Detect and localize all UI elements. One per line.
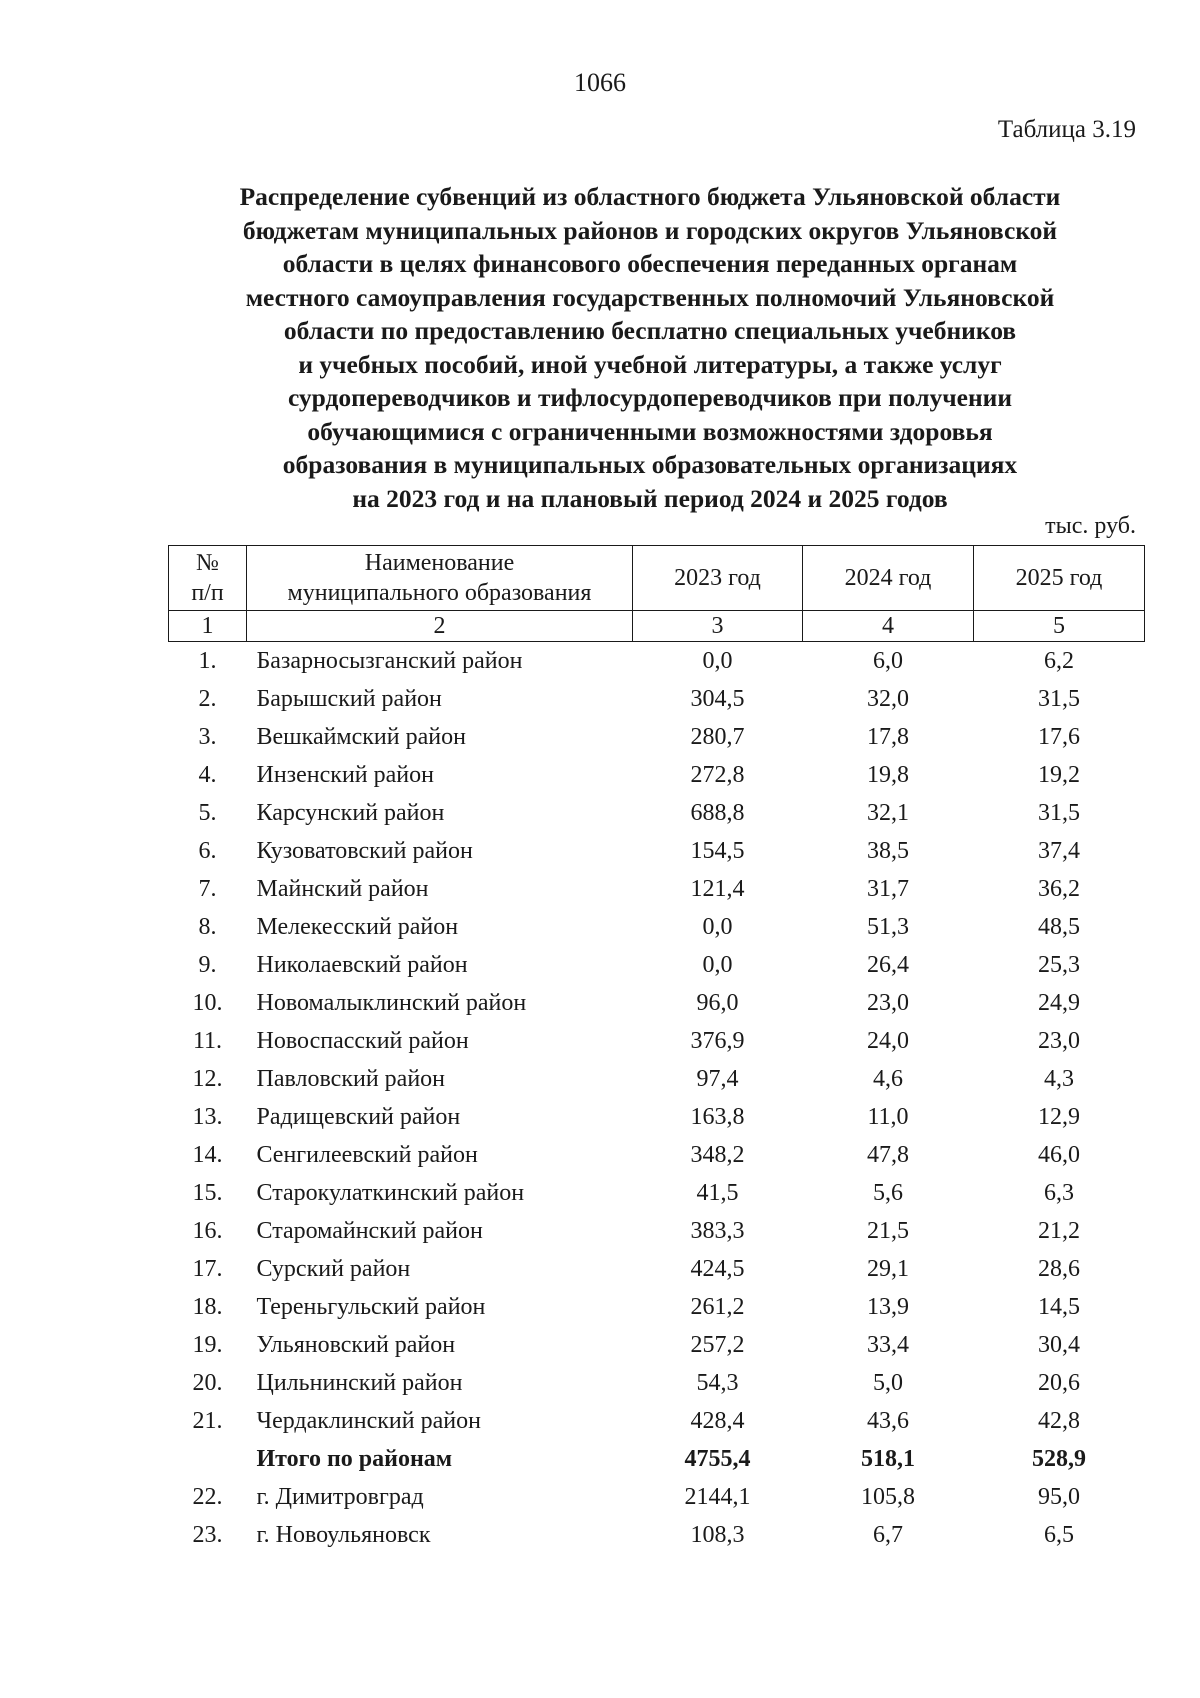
value-2023: 376,9 — [690, 1028, 745, 1054]
value-2025: 14,5 — [1038, 1294, 1080, 1320]
municipality-name: Старокулаткинский район — [256, 1180, 525, 1206]
municipality-name: г. Димитровград — [256, 1484, 424, 1510]
value-2025: 37,4 — [1038, 838, 1080, 864]
table-row — [169, 946, 1145, 984]
value-2023: 383,3 — [690, 1218, 745, 1244]
table-row — [169, 718, 1145, 756]
value-2025: 528,9 — [1032, 1446, 1086, 1472]
municipality-name: Ульяновский район — [256, 1332, 456, 1358]
header-2025: 2025 год — [974, 546, 1145, 611]
row-number: 5. — [198, 800, 217, 826]
header-number — [169, 546, 247, 611]
header-2024: 2024 год — [803, 546, 974, 611]
header-number-line1: № — [196, 550, 219, 576]
row-number: 18. — [192, 1294, 223, 1320]
row-number: 6. — [198, 838, 217, 864]
table-row — [169, 1022, 1145, 1060]
municipality-name: Николаевский район — [256, 952, 468, 978]
value-2025: 24,9 — [1038, 990, 1080, 1016]
value-2024: 51,3 — [867, 914, 909, 940]
municipality-name: Новоспасский район — [256, 1028, 469, 1054]
row-number: 3. — [198, 724, 217, 750]
title-line: бюджетам муниципальных районов и городских округов Ульяновской — [242, 215, 1058, 245]
title-line: местного самоуправления государственных полномочий Ульяновской — [245, 282, 1055, 312]
value-2024: 38,5 — [867, 838, 909, 864]
row-number: 13. — [192, 1104, 223, 1130]
value-2025: 31,5 — [1038, 800, 1080, 826]
municipality-name: Кузоватовский район — [256, 838, 473, 864]
row-number: 8. — [198, 914, 217, 940]
column-number-row — [169, 611, 1145, 642]
value-2023: 2144,1 — [684, 1484, 751, 1510]
table-row — [169, 1326, 1145, 1364]
value-2024: 32,1 — [867, 800, 909, 826]
municipality-name: Барышский район — [256, 686, 442, 712]
row-number: 17. — [192, 1256, 223, 1282]
municipality-name: г. Новоульяновск — [256, 1522, 431, 1548]
municipality-name: Чердаклинский район — [256, 1408, 481, 1434]
value-2023: 261,2 — [690, 1294, 745, 1320]
header-municipality — [247, 546, 633, 611]
row-number: 4. — [198, 762, 217, 788]
row-number: 20. — [192, 1370, 223, 1396]
value-2023: 428,4 — [690, 1408, 745, 1434]
value-2024: 13,9 — [867, 1294, 909, 1320]
value-2024: 5,6 — [873, 1180, 903, 1206]
value-2025: 31,5 — [1038, 686, 1080, 712]
value-2023: 41,5 — [696, 1180, 739, 1206]
value-2024: 32,0 — [867, 686, 909, 712]
value-2023: 154,5 — [690, 838, 745, 864]
value-2024: 33,4 — [867, 1332, 909, 1358]
row-number: 15. — [192, 1180, 223, 1206]
header-2023: 2023 год — [633, 546, 803, 611]
column-number: 4 — [803, 611, 974, 642]
value-2025: 6,2 — [1044, 648, 1074, 674]
value-2024: 6,0 — [873, 648, 903, 674]
table-row — [169, 1288, 1145, 1326]
value-2024: 31,7 — [867, 876, 909, 902]
row-number: 10. — [192, 990, 223, 1016]
value-2023: 54,3 — [696, 1370, 739, 1396]
table-row — [169, 680, 1145, 718]
table-row — [169, 1478, 1145, 1516]
municipality-name: Новомалыклинский район — [256, 990, 527, 1016]
value-2023: 304,5 — [690, 686, 745, 712]
title-line: области по предоставлению бесплатно специальных учебников — [283, 316, 1017, 345]
column-number: 5 — [974, 611, 1145, 642]
row-number: 22. — [192, 1484, 223, 1510]
municipality-name: Радищевский район — [256, 1104, 461, 1130]
table-row — [169, 1174, 1145, 1212]
value-2024: 5,0 — [873, 1370, 903, 1396]
municipality-name: Итого по районам — [256, 1446, 453, 1472]
value-2023: 163,8 — [690, 1104, 745, 1130]
value-2023: 688,8 — [690, 800, 745, 826]
value-2025: 48,5 — [1038, 914, 1080, 940]
column-number: 2 — [247, 611, 633, 642]
value-2024: 21,5 — [867, 1218, 909, 1244]
value-2023: 348,2 — [690, 1142, 745, 1168]
value-2024: 518,1 — [861, 1446, 915, 1472]
value-2023: 0,0 — [702, 648, 733, 674]
table-row — [169, 1250, 1145, 1288]
units-label: тыс. руб. — [1045, 513, 1136, 539]
table-row — [169, 1402, 1145, 1440]
value-2023: 280,7 — [690, 724, 745, 750]
table-body — [169, 642, 1145, 1555]
value-2024: 4,6 — [873, 1066, 903, 1092]
value-2025: 46,0 — [1038, 1142, 1080, 1168]
value-2023: 257,2 — [690, 1332, 745, 1358]
municipality-name: Карсунский район — [256, 800, 445, 826]
row-number — [169, 1440, 247, 1478]
value-2024: 6,7 — [873, 1522, 903, 1548]
row-number: 11. — [192, 1028, 223, 1054]
row-number: 16. — [192, 1218, 223, 1244]
table-row — [169, 1212, 1145, 1250]
value-2024: 26,4 — [867, 952, 909, 978]
row-number: 9. — [198, 952, 217, 978]
value-2024: 105,8 — [861, 1484, 915, 1510]
value-2025: 6,5 — [1044, 1522, 1074, 1548]
title-line: обучающимися с ограниченными возможностями здоровья — [307, 416, 993, 446]
table-row — [169, 756, 1145, 794]
title-line: и учебных пособий, иной учебной литературы, а также услуг — [298, 349, 1002, 379]
table-row — [169, 1098, 1145, 1136]
municipality-name: Старомайнский район — [256, 1218, 483, 1244]
table-row — [169, 1136, 1145, 1174]
table-row — [169, 870, 1145, 908]
row-number: 23. — [192, 1522, 223, 1548]
value-2024: 17,8 — [867, 724, 909, 750]
value-2024: 11,0 — [867, 1104, 909, 1130]
header-municipality-line2: муниципального образования — [287, 580, 592, 606]
table-label: Таблица 3.19 — [997, 116, 1136, 143]
municipality-name: Сурский район — [256, 1256, 411, 1282]
value-2024: 19,8 — [867, 762, 909, 788]
value-2024: 43,6 — [867, 1408, 909, 1434]
row-number: 1. — [198, 648, 217, 674]
title-line: сурдопереводчиков и тифлосурдопереводчиков при получении — [287, 383, 1013, 412]
value-2025: 12,9 — [1038, 1104, 1080, 1130]
value-2023: 0,0 — [702, 952, 733, 978]
table-row — [169, 1516, 1145, 1554]
value-2025: 25,3 — [1038, 952, 1080, 978]
table-row — [169, 984, 1145, 1022]
row-number: 19. — [192, 1332, 223, 1358]
value-2024: 29,1 — [867, 1256, 909, 1282]
row-number: 12. — [192, 1066, 223, 1092]
table-row — [169, 1060, 1145, 1098]
value-2024: 23,0 — [867, 990, 909, 1016]
value-2023: 96,0 — [696, 990, 739, 1016]
value-2025: 28,6 — [1038, 1256, 1080, 1282]
value-2023: 4755,4 — [684, 1446, 751, 1472]
row-number: 21. — [192, 1408, 223, 1434]
table-row — [169, 908, 1145, 946]
municipality-name: Мелекесский район — [256, 914, 459, 940]
value-2023: 97,4 — [696, 1066, 739, 1092]
title-line: области в целях финансового обеспечения переданных органам — [282, 249, 1018, 278]
table-row — [169, 642, 1145, 681]
value-2024: 24,0 — [867, 1028, 909, 1054]
value-2023: 272,8 — [690, 762, 745, 788]
municipality-name: Базарносызганский район — [256, 648, 523, 674]
column-number: 1 — [169, 611, 247, 642]
value-2025: 95,0 — [1038, 1484, 1080, 1510]
value-2023: 121,4 — [690, 876, 745, 902]
table-row — [169, 1364, 1145, 1402]
row-number: 2. — [198, 686, 217, 712]
title-line: на 2023 год и на плановый период 2024 и 2025 годов — [352, 483, 948, 513]
municipality-name: Тереньгульский район — [256, 1294, 486, 1320]
value-2025: 4,3 — [1044, 1066, 1074, 1092]
value-2023: 0,0 — [702, 914, 733, 940]
title-line: Распределение субвенций из областного бюджета Ульяновской области — [239, 182, 1061, 211]
header-number-line2: п/п — [191, 580, 224, 606]
table-row — [169, 794, 1145, 832]
municipality-name: Цильнинский район — [256, 1370, 463, 1396]
header-municipality-line1: Наименование — [364, 550, 515, 576]
value-2025: 23,0 — [1038, 1028, 1080, 1054]
value-2023: 424,5 — [690, 1256, 745, 1282]
municipality-name: Вешкаймский район — [256, 724, 466, 750]
value-2025: 6,3 — [1044, 1180, 1074, 1206]
row-number: 14. — [192, 1142, 223, 1168]
document-title — [170, 180, 1130, 515]
total-row — [169, 1440, 1145, 1478]
municipality-name: Инзенский район — [256, 762, 434, 788]
value-2025: 17,6 — [1038, 724, 1080, 750]
column-number: 3 — [633, 611, 803, 642]
municipality-name: Павловский район — [256, 1066, 446, 1092]
value-2025: 21,2 — [1038, 1218, 1080, 1244]
value-2025: 19,2 — [1038, 762, 1080, 788]
value-2025: 42,8 — [1038, 1408, 1080, 1434]
value-2025: 30,4 — [1038, 1332, 1080, 1358]
page-number: 1066 — [574, 68, 626, 97]
title-line: образования в муниципальных образовательных организациях — [282, 450, 1018, 479]
value-2025: 36,2 — [1038, 876, 1080, 902]
value-2024: 47,8 — [867, 1142, 909, 1168]
value-2023: 108,3 — [690, 1522, 745, 1548]
subvention-table — [168, 545, 1145, 1554]
value-2025: 20,6 — [1038, 1370, 1080, 1396]
municipality-name: Сенгилеевский район — [256, 1142, 478, 1168]
table-row — [169, 832, 1145, 870]
header-row — [169, 546, 1145, 611]
municipality-name: Майнский район — [256, 876, 429, 902]
row-number: 7. — [198, 876, 217, 902]
